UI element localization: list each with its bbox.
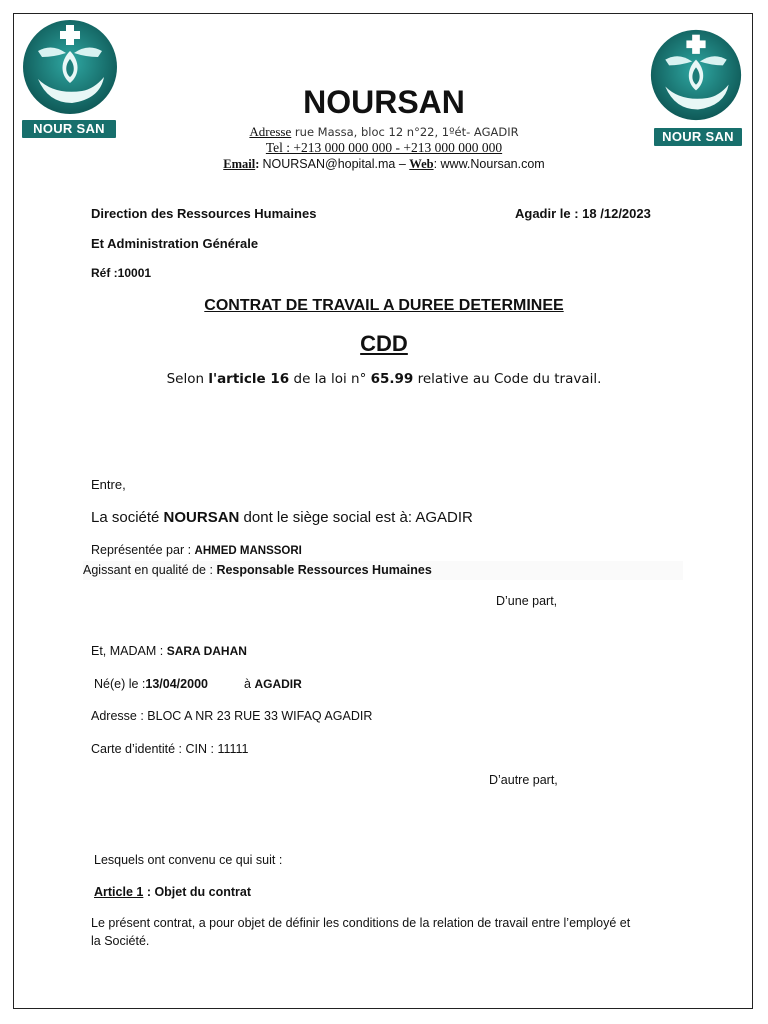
birth-place-line xyxy=(244,677,302,691)
born-date: 13/04/2000 xyxy=(145,677,208,691)
web-label: Web xyxy=(409,157,434,171)
address-value: rue Massa, bloc 12 n°22, 1ºét- AGADIR xyxy=(291,125,519,139)
email-value: NOURSAN@hopital.ma – xyxy=(262,157,410,171)
representative xyxy=(91,543,302,557)
born-label: Né(e) le : xyxy=(94,677,146,691)
legal-suffix: relative au Code du travail. xyxy=(413,371,602,387)
company-suffix: dont le siège social est à: AGADIR xyxy=(239,509,473,526)
contract-abbr: CDD xyxy=(360,331,408,356)
email-label: Email xyxy=(223,157,256,171)
first-party-closing: D’une part, xyxy=(496,594,558,608)
madam-label: Et, MADAM : xyxy=(91,644,167,658)
born-at: à xyxy=(244,677,255,691)
company-name: NOURSAN xyxy=(303,84,465,120)
article-1-heading xyxy=(94,885,251,899)
document-date: Agadir le : 18 /12/2023 xyxy=(515,206,651,221)
legal-reference xyxy=(0,371,768,387)
article-title: : Objet du contrat xyxy=(143,885,251,899)
rep-name: AHMED MANSSORI xyxy=(194,545,302,557)
role-value: Responsable Ressources Humaines xyxy=(216,563,432,577)
employee-address: Adresse : BLOC A NR 23 RUE 33 WIFAQ AGADIR xyxy=(91,709,373,723)
reference: Réf :10001 xyxy=(91,266,152,280)
header-tel: Tel : +213 000 000 000 - +213 000 000 000 xyxy=(265,140,503,155)
employee-id-card: Carte d’identité : CIN : 11111 xyxy=(91,742,249,756)
legal-article: l'article 16 xyxy=(208,371,290,387)
rep-label: Représentée par : xyxy=(91,543,195,557)
logo-left-label: NOUR SAN xyxy=(22,120,116,138)
address-label: Adresse xyxy=(249,124,292,139)
email-sep: : xyxy=(255,157,263,171)
second-party-closing: D’autre part, xyxy=(489,773,558,787)
contract-title: CONTRAT DE TRAVAIL A DUREE DETERMINEE xyxy=(204,297,564,314)
employee-name-line xyxy=(91,644,247,658)
legal-prefix: Selon xyxy=(166,371,209,387)
legal-mid: de la loi n° xyxy=(289,371,371,387)
article-label: Article 1 xyxy=(94,885,144,899)
entre-label: Entre, xyxy=(91,477,126,492)
birth-line xyxy=(94,677,208,691)
sender-line1: Direction des Ressources Humaines xyxy=(91,206,317,221)
company-statement xyxy=(91,509,473,526)
representative-role xyxy=(83,561,683,580)
company-statement-name: NOURSAN xyxy=(163,509,240,526)
header-contact xyxy=(0,157,768,172)
employee-name: SARA DAHAN xyxy=(166,644,247,658)
article-1-body-line2: la Société. xyxy=(91,934,150,948)
web-value: : www.Noursan.com xyxy=(433,157,545,171)
sender-line2: Et Administration Générale xyxy=(91,236,259,251)
born-place: AGADIR xyxy=(254,677,302,691)
article-1-body-line1: Le présent contrat, a pour objet de définir les conditions de la relation de travail entre l’employé et xyxy=(91,916,631,930)
role-label: Agissant en qualité de : xyxy=(83,563,217,577)
header-address xyxy=(0,124,768,140)
agreement-intro: Lesquels ont convenu ce qui suit : xyxy=(94,853,283,867)
legal-law: 65.99 xyxy=(370,371,414,387)
logo-right-label: NOUR SAN xyxy=(654,128,742,146)
company-prefix: La société xyxy=(91,509,164,526)
